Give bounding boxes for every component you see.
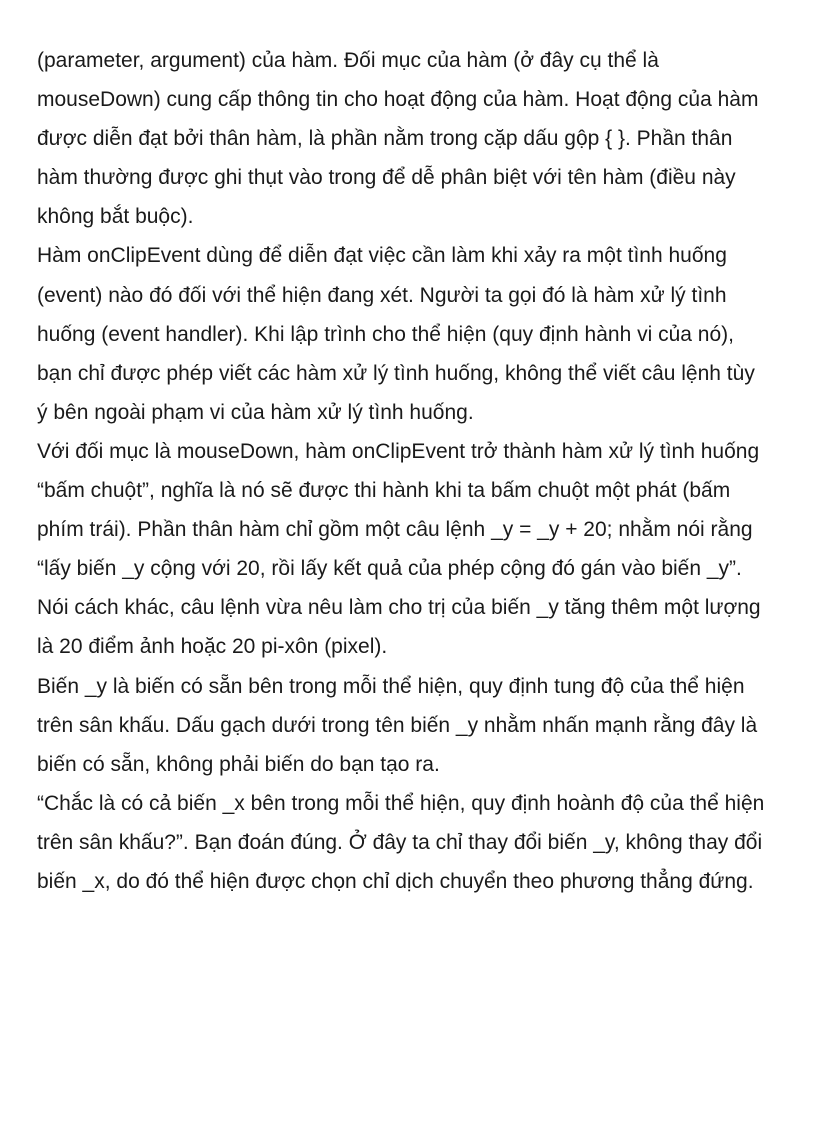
text-line: Với đối mục là mouseDown, hàm onClipEvent trở thành hàm xử lý tình huống [37,439,760,463]
text-line: (event) nào đó đối với thể hiện đang xét. Người ta gọi đó là hàm xử lý tình [37,283,727,307]
text-line: Nói cách khác, câu lệnh vừa nêu làm cho trị của biến _y tăng thêm một lượng [37,596,761,620]
text-line: trên sân khấu?”. Bạn đoán đúng. Ở đây ta chỉ thay đổi biến _y, không thay đổi [37,830,763,854]
text-line: là 20 điểm ảnh hoặc 20 pi-xôn (pixel). [37,635,388,659]
text-line: biến có sẵn, không phải biến do bạn tạo ra. [37,752,440,776]
text-line: trên sân khấu. Dấu gạch dưới trong tên biến _y nhằm nhấn mạnh rằng đây là [37,713,758,737]
text-line: Biến _y là biến có sẵn bên trong mỗi thể hiện, quy định tung độ của thể hiện [37,674,745,698]
text-line: bạn chỉ được phép viết các hàm xử lý tình huống, không thể viết câu lệnh tùy [37,361,755,385]
text-line: “bấm chuột”, nghĩa là nó sẽ được thi hành khi ta bấm chuột một phát (bấm [37,479,731,503]
document-body [37,41,787,901]
text-line: phím trái). Phần thân hàm chỉ gồm một câu lệnh _y = _y + 20; nhằm nói rằng [37,518,753,542]
text-line: ý bên ngoài phạm vi của hàm xử lý tình huống. [37,400,474,424]
text-line: biến _x, do đó thể hiện được chọn chỉ dịch chuyển theo phương thẳng đứng. [37,869,754,893]
text-line: không bắt buộc). [37,205,194,229]
text-line: được diễn đạt bởi thân hàm, là phần nằm trong cặp dấu gộp { }. Phần thân [37,127,733,151]
text-line: Hàm onClipEvent dùng để diễn đạt việc cần làm khi xảy ra một tình huống [37,244,727,268]
text-line: huống (event handler). Khi lập trình cho thể hiện (quy định hành vi của nó), [37,322,734,346]
text-line: mouseDown) cung cấp thông tin cho hoạt động của hàm. Hoạt động của hàm [37,88,759,112]
text-line: hàm thường được ghi thụt vào trong để dễ phân biệt với tên hàm (điều này [37,166,736,190]
text-line: “lấy biến _y cộng với 20, rồi lấy kết quả của phép cộng đó gán vào biến _y”. [37,557,742,581]
text-line: (parameter, argument) của hàm. Đối mục của hàm (ở đây cụ thể là [37,49,659,72]
text-line: “Chắc là có cả biến _x bên trong mỗi thể hiện, quy định hoành độ của thể hiện [37,791,765,815]
